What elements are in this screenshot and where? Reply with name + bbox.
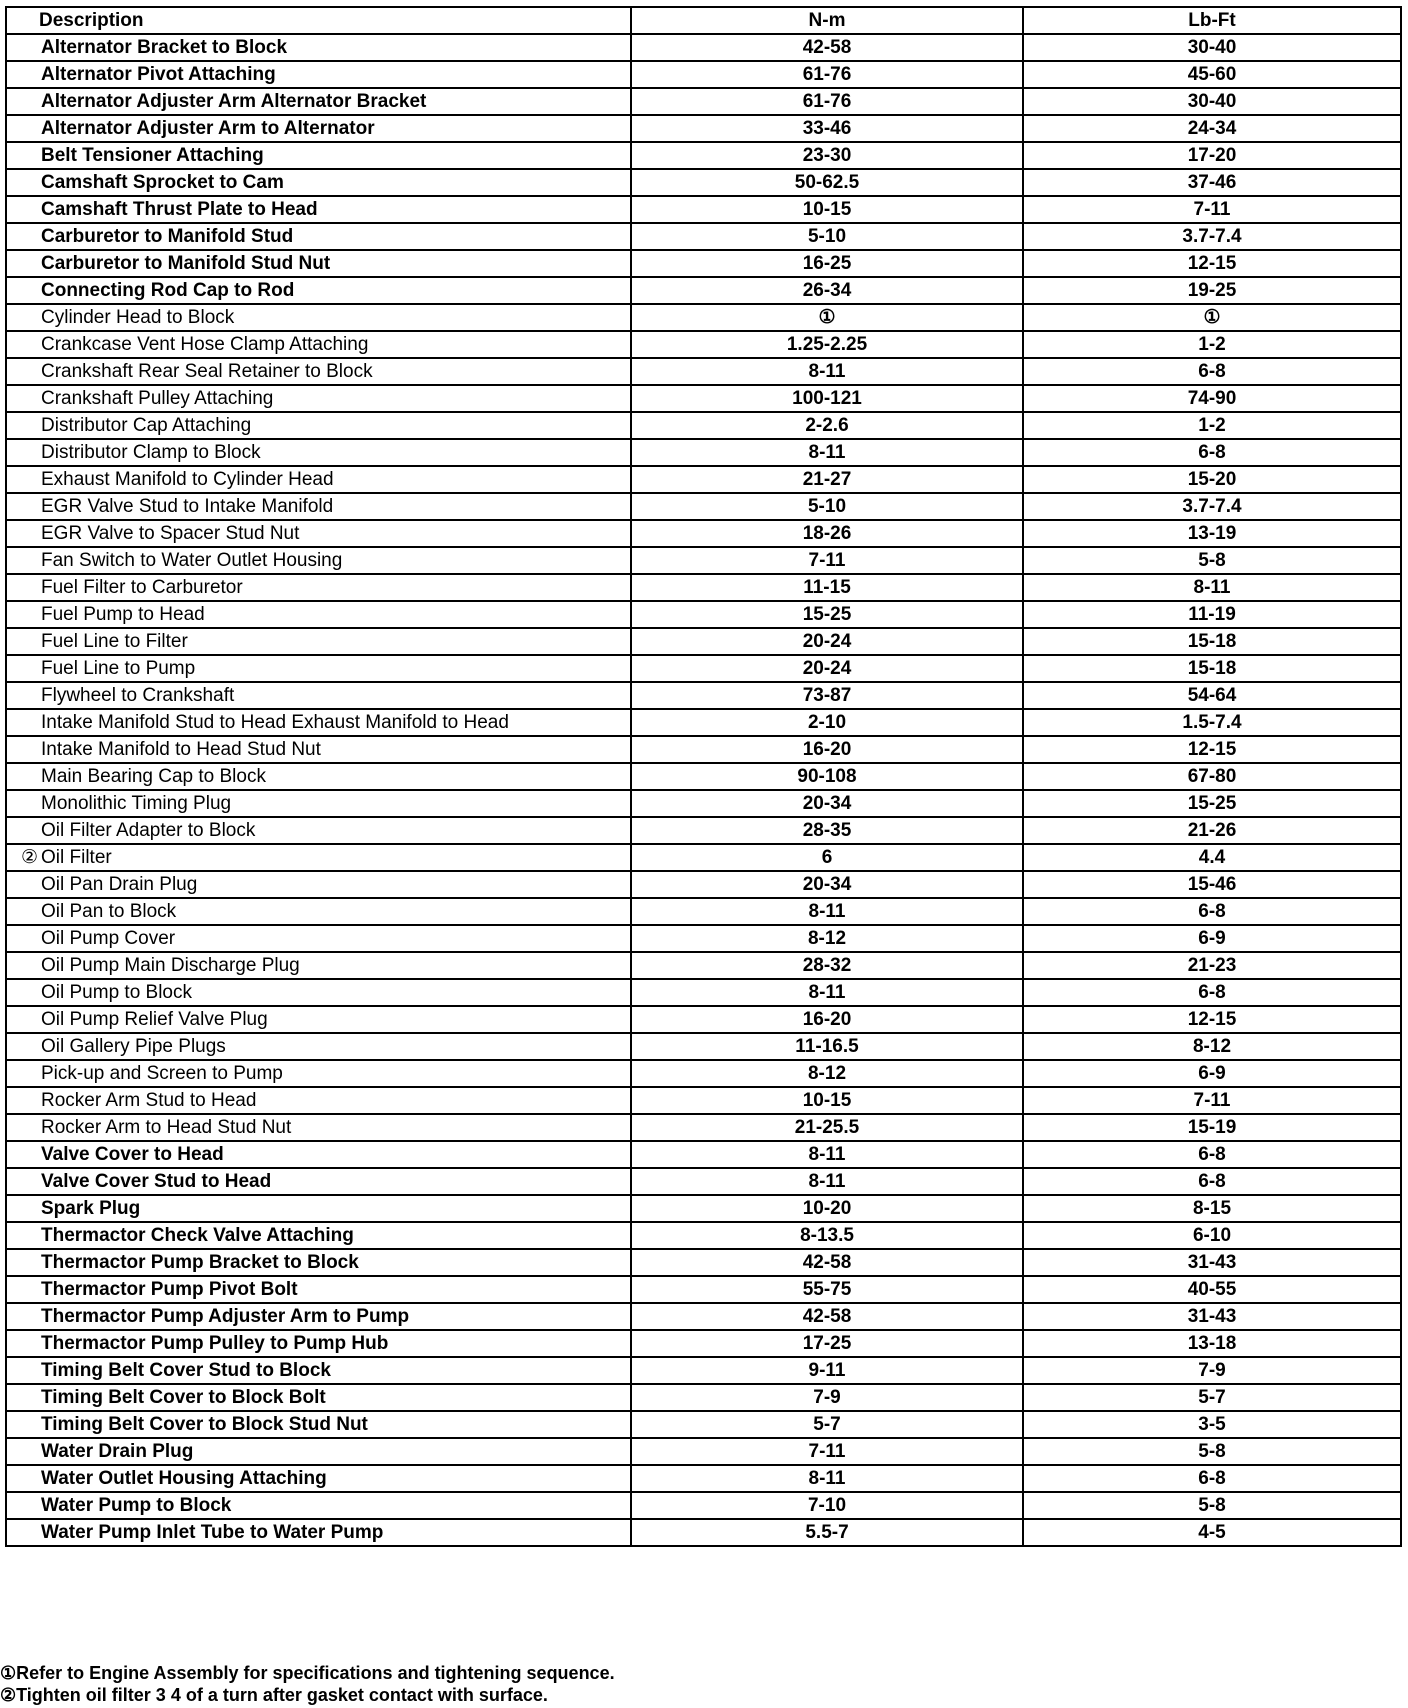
- description-cell: [6, 1438, 631, 1465]
- nm-cell: 16-20: [631, 1006, 1023, 1033]
- nm-cell: 16-20: [631, 736, 1023, 763]
- description-cell: [6, 1303, 631, 1330]
- nm-cell: 7-11: [631, 547, 1023, 574]
- nm-cell: 20-34: [631, 790, 1023, 817]
- nm-cell: 90-108: [631, 763, 1023, 790]
- description-text: Thermactor Check Valve Attaching: [41, 1225, 354, 1246]
- lbft-cell: ①: [1023, 304, 1401, 331]
- table-row: [6, 1060, 1401, 1087]
- description-cell: [6, 574, 631, 601]
- description-text: Oil Pan to Block: [41, 901, 177, 922]
- table-row: [6, 142, 1401, 169]
- nm-cell: 8-11: [631, 439, 1023, 466]
- description-cell: [6, 277, 631, 304]
- description-text: Valve Cover to Head: [41, 1144, 224, 1165]
- description-cell: [6, 466, 631, 493]
- description-cell: [6, 115, 631, 142]
- description-cell: [6, 817, 631, 844]
- nm-cell: 17-25: [631, 1330, 1023, 1357]
- nm-cell: ①: [631, 304, 1023, 331]
- lbft-cell: 17-20: [1023, 142, 1401, 169]
- lbft-cell: 6-8: [1023, 439, 1401, 466]
- table-row: [6, 1303, 1401, 1330]
- nm-cell: 5.5-7: [631, 1519, 1023, 1546]
- nm-cell: 55-75: [631, 1276, 1023, 1303]
- description-text: Crankcase Vent Hose Clamp Attaching: [41, 334, 369, 355]
- lbft-cell: 31-43: [1023, 1303, 1401, 1330]
- table-row: [6, 34, 1401, 61]
- nm-cell: 2-2.6: [631, 412, 1023, 439]
- description-text: Distributor Clamp to Block: [41, 442, 261, 463]
- nm-cell: 15-25: [631, 601, 1023, 628]
- table-body: [6, 34, 1401, 1546]
- table-row: [6, 1033, 1401, 1060]
- lbft-cell: 12-15: [1023, 1006, 1401, 1033]
- table-row: [6, 601, 1401, 628]
- nm-cell: 8-11: [631, 1465, 1023, 1492]
- lbft-cell: 15-20: [1023, 466, 1401, 493]
- nm-cell: 42-58: [631, 34, 1023, 61]
- description-text: Timing Belt Cover to Block Stud Nut: [41, 1414, 368, 1435]
- description-cell: [6, 142, 631, 169]
- table-row: [6, 790, 1401, 817]
- table-row: [6, 628, 1401, 655]
- nm-cell: 26-34: [631, 277, 1023, 304]
- lbft-cell: 6-8: [1023, 1465, 1401, 1492]
- nm-cell: 5-10: [631, 493, 1023, 520]
- description-text: Fuel Line to Filter: [41, 631, 188, 652]
- description-text: Water Outlet Housing Attaching: [41, 1468, 327, 1489]
- description-cell: [6, 358, 631, 385]
- description-text: Oil Gallery Pipe Plugs: [41, 1036, 226, 1057]
- lbft-cell: 6-8: [1023, 1141, 1401, 1168]
- nm-cell: 33-46: [631, 115, 1023, 142]
- table-row: [6, 520, 1401, 547]
- lbft-cell: 5-8: [1023, 547, 1401, 574]
- table-header-row: [6, 7, 1401, 34]
- lbft-cell: 8-11: [1023, 574, 1401, 601]
- description-cell: [6, 1006, 631, 1033]
- table-row: [6, 1465, 1401, 1492]
- table-row: [6, 88, 1401, 115]
- lbft-cell: 11-19: [1023, 601, 1401, 628]
- table-row: [6, 331, 1401, 358]
- table-row: [6, 1330, 1401, 1357]
- description-text: Spark Plug: [41, 1198, 141, 1219]
- lbft-cell: 45-60: [1023, 61, 1401, 88]
- lbft-cell: 15-46: [1023, 871, 1401, 898]
- description-cell: [6, 736, 631, 763]
- description-text: Main Bearing Cap to Block: [41, 766, 266, 787]
- description-text: Carburetor to Manifold Stud Nut: [41, 253, 331, 274]
- description-text: Intake Manifold to Head Stud Nut: [41, 739, 321, 760]
- lbft-cell: 6-9: [1023, 925, 1401, 952]
- table-row: [6, 250, 1401, 277]
- description-cell: [6, 1222, 631, 1249]
- lbft-cell: 6-8: [1023, 898, 1401, 925]
- description-text: Pick-up and Screen to Pump: [41, 1063, 283, 1084]
- nm-cell: 6: [631, 844, 1023, 871]
- nm-cell: 20-34: [631, 871, 1023, 898]
- table-row: [6, 1357, 1401, 1384]
- nm-cell: 73-87: [631, 682, 1023, 709]
- description-text: Intake Manifold Stud to Head Exhaust Manifold to Head: [41, 712, 509, 733]
- description-cell: [6, 844, 631, 871]
- table-row: [6, 547, 1401, 574]
- lbft-cell: 3.7-7.4: [1023, 493, 1401, 520]
- description-text: Exhaust Manifold to Cylinder Head: [41, 469, 334, 490]
- nm-cell: 7-10: [631, 1492, 1023, 1519]
- lbft-cell: 30-40: [1023, 88, 1401, 115]
- description-text: Connecting Rod Cap to Rod: [41, 280, 295, 301]
- description-cell: [6, 439, 631, 466]
- table-row: [6, 493, 1401, 520]
- table-row: [6, 952, 1401, 979]
- nm-cell: 2-10: [631, 709, 1023, 736]
- nm-cell: 11-16.5: [631, 1033, 1023, 1060]
- table-row: [6, 169, 1401, 196]
- table-row: [6, 1492, 1401, 1519]
- lbft-cell: 24-34: [1023, 115, 1401, 142]
- description-text: Oil Pump to Block: [41, 982, 192, 1003]
- nm-cell: 20-24: [631, 655, 1023, 682]
- lbft-cell: 6-8: [1023, 358, 1401, 385]
- description-text: Oil Pump Main Discharge Plug: [41, 955, 300, 976]
- nm-cell: 5-7: [631, 1411, 1023, 1438]
- column-header-nm: N-m: [631, 7, 1023, 34]
- table-row: [6, 655, 1401, 682]
- description-cell: [6, 331, 631, 358]
- lbft-cell: 15-18: [1023, 655, 1401, 682]
- lbft-cell: 6-8: [1023, 979, 1401, 1006]
- description-cell: [6, 655, 631, 682]
- nm-cell: 8-13.5: [631, 1222, 1023, 1249]
- nm-cell: 9-11: [631, 1357, 1023, 1384]
- description-text: Fan Switch to Water Outlet Housing: [41, 550, 343, 571]
- description-cell: [6, 763, 631, 790]
- description-text: Camshaft Thrust Plate to Head: [41, 199, 318, 220]
- description-cell: [6, 1330, 631, 1357]
- description-cell: [6, 88, 631, 115]
- lbft-cell: 3-5: [1023, 1411, 1401, 1438]
- description-cell: [6, 1060, 631, 1087]
- table-row: [6, 1114, 1401, 1141]
- nm-cell: 5-10: [631, 223, 1023, 250]
- lbft-cell: 1-2: [1023, 331, 1401, 358]
- description-cell: [6, 1141, 631, 1168]
- nm-cell: 42-58: [631, 1249, 1023, 1276]
- lbft-cell: 54-64: [1023, 682, 1401, 709]
- lbft-cell: 19-25: [1023, 277, 1401, 304]
- description-text: Cylinder Head to Block: [41, 307, 235, 328]
- lbft-cell: 5-8: [1023, 1492, 1401, 1519]
- nm-cell: 20-24: [631, 628, 1023, 655]
- lbft-cell: 4.4: [1023, 844, 1401, 871]
- nm-cell: 8-12: [631, 925, 1023, 952]
- description-text: Oil Pump Relief Valve Plug: [41, 1009, 268, 1030]
- description-text: Alternator Adjuster Arm to Alternator: [41, 118, 375, 139]
- lbft-cell: 8-15: [1023, 1195, 1401, 1222]
- table-row: [6, 682, 1401, 709]
- nm-cell: 10-15: [631, 1087, 1023, 1114]
- table-row: [6, 223, 1401, 250]
- description-cell: [6, 1411, 631, 1438]
- nm-cell: 8-11: [631, 1168, 1023, 1195]
- description-cell: [6, 547, 631, 574]
- description-text: Thermactor Pump Pivot Bolt: [41, 1279, 298, 1300]
- lbft-cell: 12-15: [1023, 250, 1401, 277]
- description-text: Oil Pump Cover: [41, 928, 176, 949]
- description-text: Crankshaft Pulley Attaching: [41, 388, 274, 409]
- lbft-cell: 31-43: [1023, 1249, 1401, 1276]
- lbft-cell: 40-55: [1023, 1276, 1401, 1303]
- footnote-marker: ②: [21, 847, 39, 868]
- table-row: [6, 1249, 1401, 1276]
- table-row: [6, 898, 1401, 925]
- description-text: Water Pump to Block: [41, 1495, 232, 1516]
- description-cell: [6, 169, 631, 196]
- description-cell: [6, 682, 631, 709]
- nm-cell: 28-35: [631, 817, 1023, 844]
- nm-cell: 1.25-2.25: [631, 331, 1023, 358]
- table-row: [6, 358, 1401, 385]
- description-text: Thermactor Pump Adjuster Arm to Pump: [41, 1306, 410, 1327]
- description-cell: [6, 871, 631, 898]
- description-text: Fuel Filter to Carburetor: [41, 577, 243, 598]
- table-row: [6, 1006, 1401, 1033]
- table-row: [6, 1195, 1401, 1222]
- lbft-cell: 30-40: [1023, 34, 1401, 61]
- description-cell: [6, 196, 631, 223]
- description-cell: [6, 1276, 631, 1303]
- lbft-cell: 7-9: [1023, 1357, 1401, 1384]
- table-row: [6, 709, 1401, 736]
- nm-cell: 7-11: [631, 1438, 1023, 1465]
- description-cell: [6, 898, 631, 925]
- description-text: Valve Cover Stud to Head: [41, 1171, 272, 1192]
- lbft-cell: 1.5-7.4: [1023, 709, 1401, 736]
- nm-cell: 16-25: [631, 250, 1023, 277]
- description-text: EGR Valve to Spacer Stud Nut: [41, 523, 300, 544]
- nm-cell: 8-11: [631, 358, 1023, 385]
- table-row: [6, 817, 1401, 844]
- description-text: Oil Filter Adapter to Block: [41, 820, 256, 841]
- nm-cell: 10-15: [631, 196, 1023, 223]
- description-cell: [6, 1033, 631, 1060]
- lbft-cell: 1-2: [1023, 412, 1401, 439]
- nm-cell: 61-76: [631, 88, 1023, 115]
- table-row: [6, 871, 1401, 898]
- table-row: [6, 1222, 1401, 1249]
- lbft-cell: 21-23: [1023, 952, 1401, 979]
- description-cell: [6, 412, 631, 439]
- description-text: Fuel Line to Pump: [41, 658, 196, 679]
- lbft-cell: 7-11: [1023, 1087, 1401, 1114]
- description-text: Carburetor to Manifold Stud: [41, 226, 294, 247]
- description-cell: [6, 1249, 631, 1276]
- table-row: [6, 277, 1401, 304]
- description-text: Thermactor Pump Bracket to Block: [41, 1252, 359, 1273]
- nm-cell: 28-32: [631, 952, 1023, 979]
- table-row: [6, 1519, 1401, 1546]
- lbft-cell: 15-18: [1023, 628, 1401, 655]
- nm-cell: 21-27: [631, 466, 1023, 493]
- description-text: Oil Pan Drain Plug: [41, 874, 198, 895]
- table-row: [6, 763, 1401, 790]
- description-text: Oil Filter: [41, 847, 112, 868]
- description-cell: [6, 1384, 631, 1411]
- torque-spec-sheet: [5, 6, 1400, 1547]
- table-row: [6, 925, 1401, 952]
- description-cell: [6, 385, 631, 412]
- description-cell: [6, 61, 631, 88]
- lbft-cell: 6-9: [1023, 1060, 1401, 1087]
- table-row: [6, 439, 1401, 466]
- description-cell: [6, 1492, 631, 1519]
- table-row: [6, 1411, 1401, 1438]
- table-row: [6, 196, 1401, 223]
- description-cell: [6, 250, 631, 277]
- description-text: Alternator Bracket to Block: [41, 37, 288, 58]
- lbft-cell: 8-12: [1023, 1033, 1401, 1060]
- table-row: [6, 412, 1401, 439]
- table-row: [6, 1276, 1401, 1303]
- description-text: Water Pump Inlet Tube to Water Pump: [41, 1522, 384, 1543]
- description-cell: [6, 1195, 631, 1222]
- description-cell: [6, 493, 631, 520]
- description-cell: [6, 709, 631, 736]
- description-text: Belt Tensioner Attaching: [41, 145, 264, 166]
- description-text: Timing Belt Cover Stud to Block: [41, 1360, 331, 1381]
- nm-cell: 42-58: [631, 1303, 1023, 1330]
- lbft-cell: 4-5: [1023, 1519, 1401, 1546]
- description-text: Camshaft Sprocket to Cam: [41, 172, 284, 193]
- nm-cell: 21-25.5: [631, 1114, 1023, 1141]
- lbft-cell: 37-46: [1023, 169, 1401, 196]
- description-cell: [6, 1087, 631, 1114]
- description-cell: [6, 979, 631, 1006]
- description-cell: [6, 1168, 631, 1195]
- table-row: [6, 385, 1401, 412]
- nm-cell: 18-26: [631, 520, 1023, 547]
- description-cell: [6, 1114, 631, 1141]
- table-row: [6, 115, 1401, 142]
- lbft-cell: 13-18: [1023, 1330, 1401, 1357]
- description-cell: [6, 1519, 631, 1546]
- table-row: [6, 466, 1401, 493]
- table-row: [6, 1141, 1401, 1168]
- lbft-cell: 6-10: [1023, 1222, 1401, 1249]
- description-text: Crankshaft Rear Seal Retainer to Block: [41, 361, 373, 382]
- description-cell: [6, 790, 631, 817]
- description-text: Alternator Pivot Attaching: [41, 64, 276, 85]
- nm-cell: 8-11: [631, 898, 1023, 925]
- nm-cell: 11-15: [631, 574, 1023, 601]
- table-row: [6, 61, 1401, 88]
- nm-cell: 8-11: [631, 1141, 1023, 1168]
- lbft-cell: 5-8: [1023, 1438, 1401, 1465]
- table-row: [6, 979, 1401, 1006]
- table-row: [6, 1384, 1401, 1411]
- lbft-cell: 3.7-7.4: [1023, 223, 1401, 250]
- description-cell: [6, 34, 631, 61]
- lbft-cell: 12-15: [1023, 736, 1401, 763]
- description-text: Flywheel to Crankshaft: [41, 685, 235, 706]
- lbft-cell: 21-26: [1023, 817, 1401, 844]
- description-cell: [6, 628, 631, 655]
- lbft-cell: 5-7: [1023, 1384, 1401, 1411]
- lbft-cell: 13-19: [1023, 520, 1401, 547]
- footnote-1: ①Refer to Engine Assembly for specifications and tightening sequence.: [0, 1663, 615, 1683]
- column-header-lbft: Lb-Ft: [1023, 7, 1401, 34]
- description-text: Monolithic Timing Plug: [41, 793, 232, 814]
- description-text: Rocker Arm to Head Stud Nut: [41, 1117, 292, 1138]
- description-cell: [6, 223, 631, 250]
- nm-cell: 50-62.5: [631, 169, 1023, 196]
- table-row: [6, 844, 1401, 871]
- description-text: Fuel Pump to Head: [41, 604, 205, 625]
- column-header-description: Description: [6, 7, 631, 34]
- lbft-cell: 74-90: [1023, 385, 1401, 412]
- description-cell: [6, 952, 631, 979]
- torque-table: [5, 6, 1402, 1547]
- nm-cell: 8-11: [631, 979, 1023, 1006]
- table-row: [6, 1168, 1401, 1195]
- description-text: Alternator Adjuster Arm Alternator Bracket: [41, 91, 427, 112]
- nm-cell: 100-121: [631, 385, 1023, 412]
- footnotes: [0, 1662, 1000, 1706]
- lbft-cell: 6-8: [1023, 1168, 1401, 1195]
- description-text: Thermactor Pump Pulley to Pump Hub: [41, 1333, 389, 1354]
- lbft-cell: 15-19: [1023, 1114, 1401, 1141]
- table-row: [6, 1087, 1401, 1114]
- nm-cell: 10-20: [631, 1195, 1023, 1222]
- description-cell: [6, 1465, 631, 1492]
- description-cell: [6, 601, 631, 628]
- nm-cell: 8-12: [631, 1060, 1023, 1087]
- lbft-cell: 15-25: [1023, 790, 1401, 817]
- description-cell: [6, 925, 631, 952]
- nm-cell: 23-30: [631, 142, 1023, 169]
- table-row: [6, 304, 1401, 331]
- table-row: [6, 574, 1401, 601]
- lbft-cell: 67-80: [1023, 763, 1401, 790]
- description-text: Rocker Arm Stud to Head: [41, 1090, 257, 1111]
- nm-cell: 61-76: [631, 61, 1023, 88]
- description-cell: [6, 520, 631, 547]
- description-cell: [6, 304, 631, 331]
- table-row: [6, 1438, 1401, 1465]
- table-row: [6, 736, 1401, 763]
- description-text: Distributor Cap Attaching: [41, 415, 252, 436]
- footnote-2: ②Tighten oil filter 3 4 of a turn after gasket contact with surface.: [0, 1685, 548, 1705]
- description-text: Water Drain Plug: [41, 1441, 194, 1462]
- lbft-cell: 7-11: [1023, 196, 1401, 223]
- description-text: EGR Valve Stud to Intake Manifold: [41, 496, 334, 517]
- description-text: Timing Belt Cover to Block Bolt: [41, 1387, 326, 1408]
- description-cell: [6, 1357, 631, 1384]
- nm-cell: 7-9: [631, 1384, 1023, 1411]
